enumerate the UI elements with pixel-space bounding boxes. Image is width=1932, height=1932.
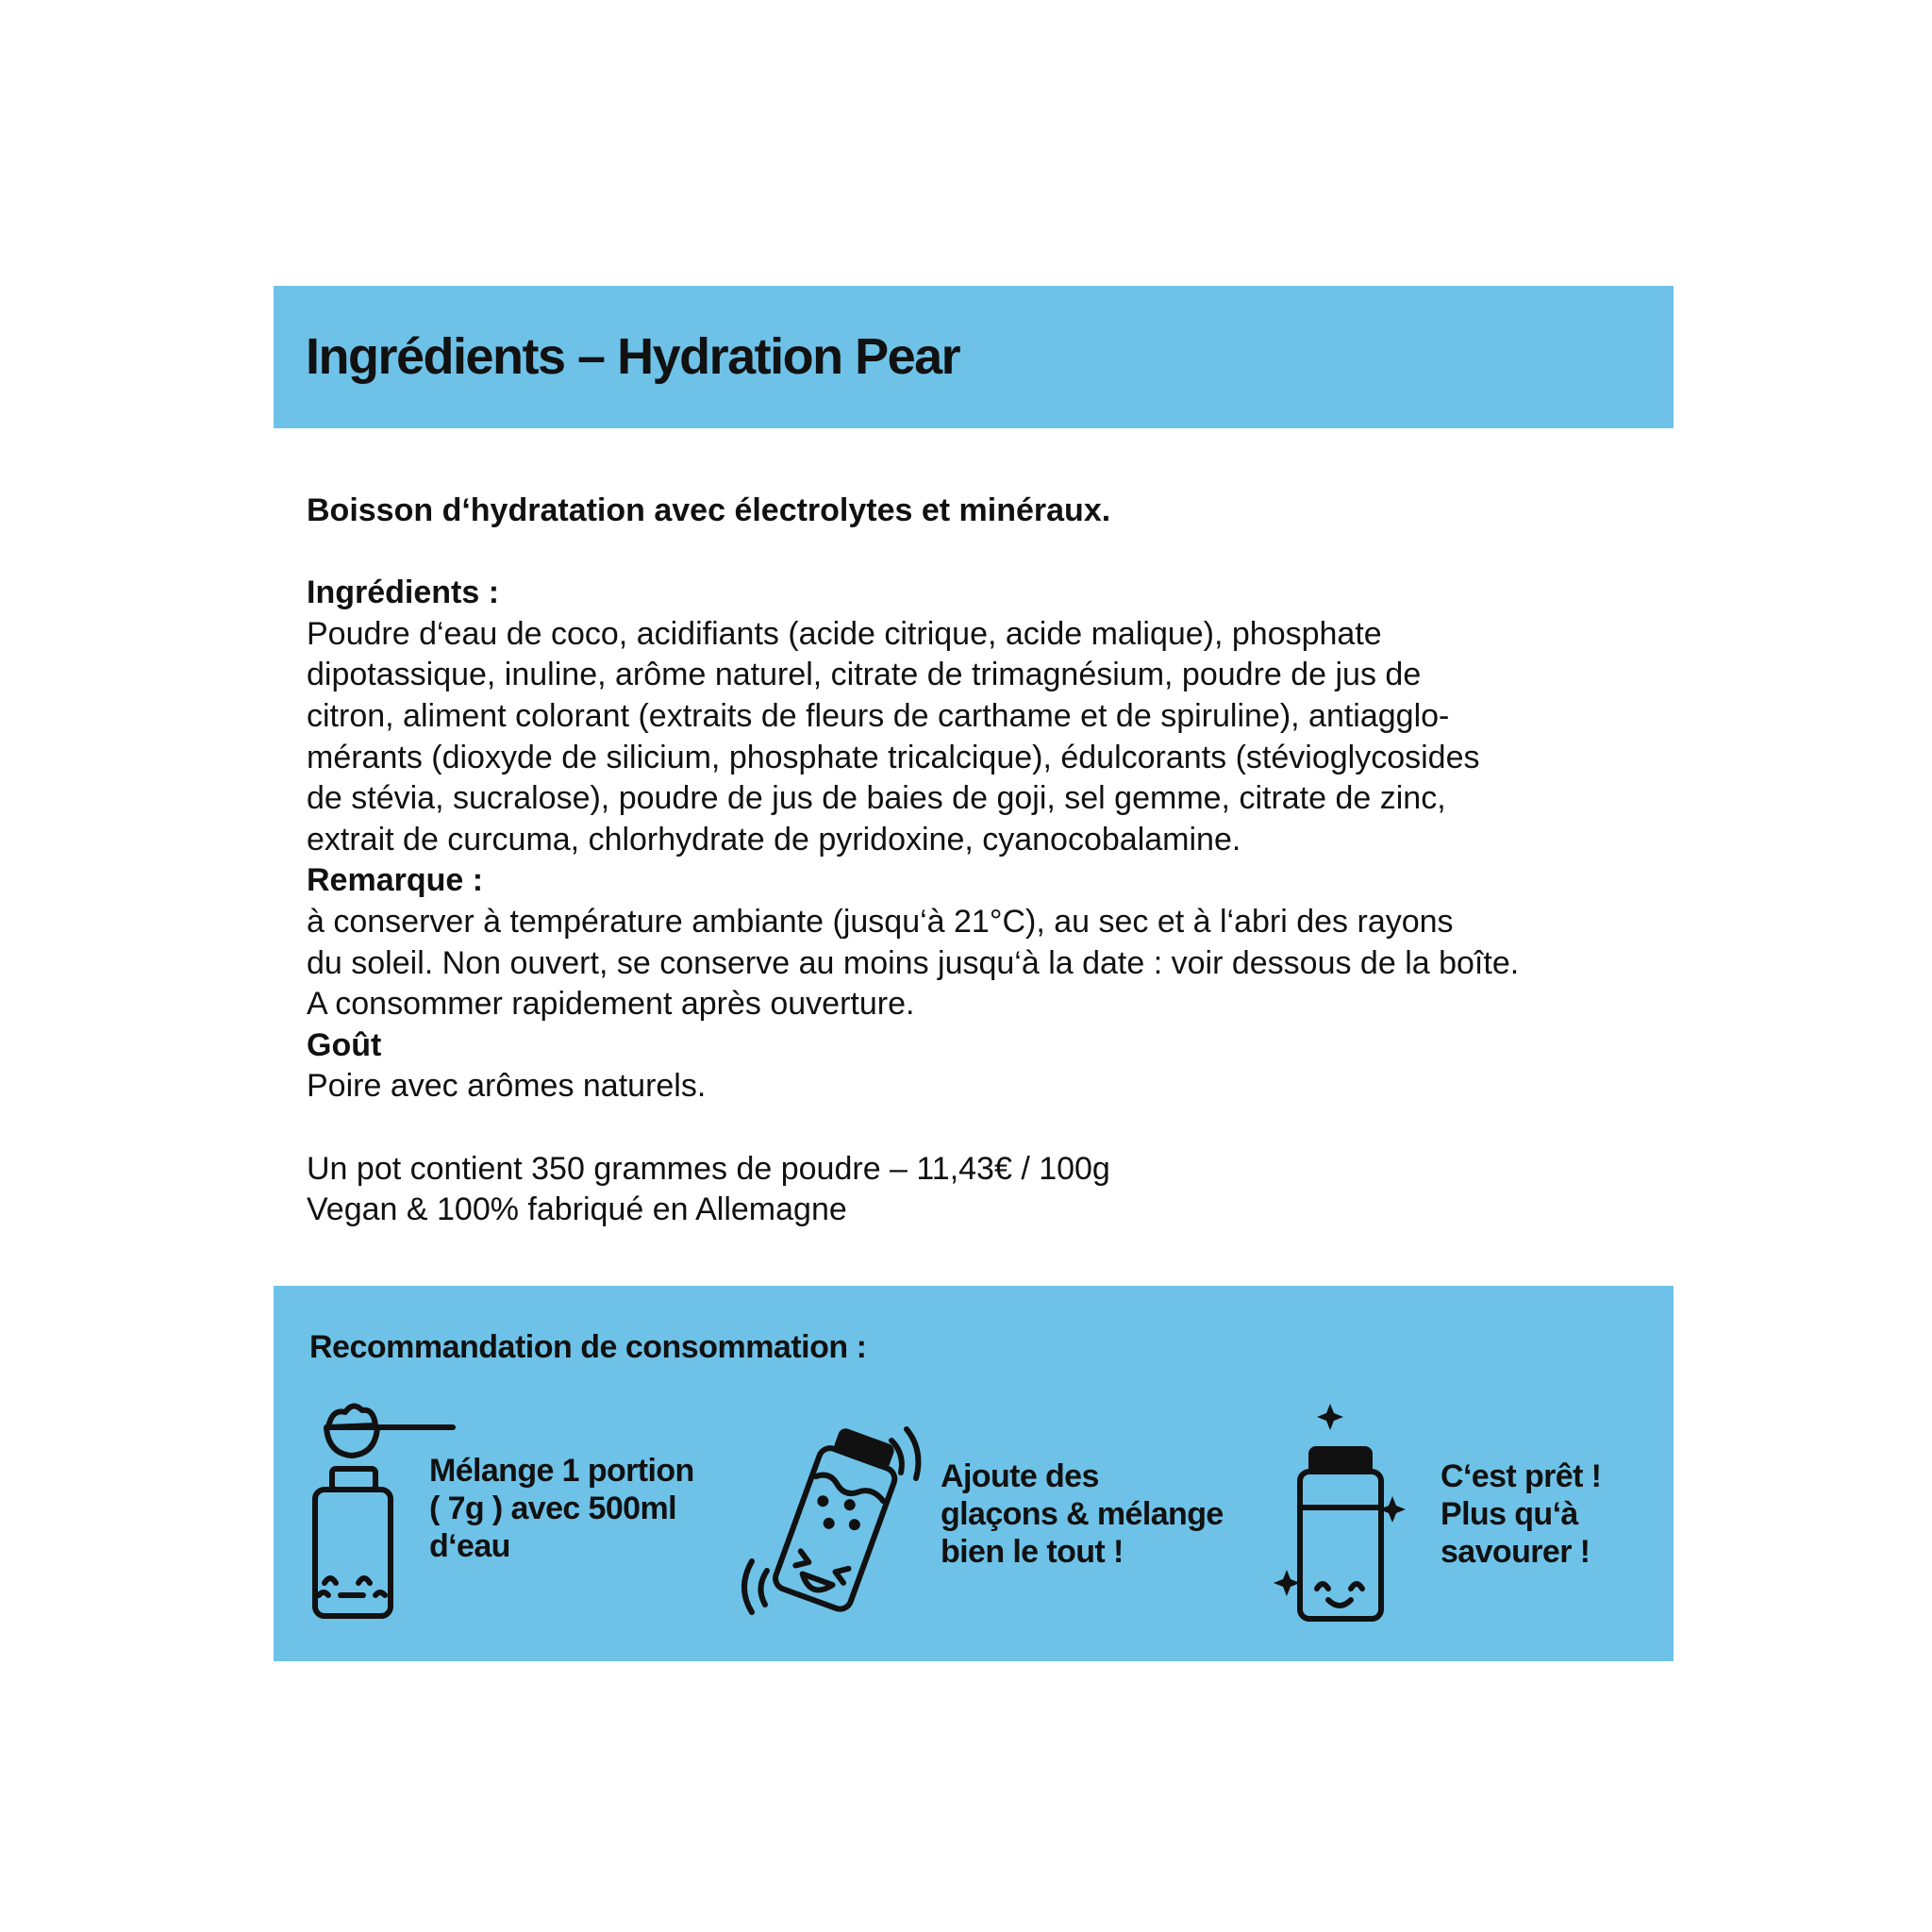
ingredients-heading: Ingrédients : <box>307 575 500 611</box>
ingredients-line: extrait de curcuma, chlorhydrate de pyridoxine, cyanocobalamine. <box>307 821 1241 858</box>
remark-line: A consommer rapidement après ouverture. <box>307 986 915 1023</box>
pot-content-info: Un pot contient 350 grammes de poudre – 11,43€ / 100g <box>307 1150 1110 1187</box>
remark-line: du soleil. Non ouvert, se conserve au moins jusqu‘à la date : voir dessous de la boîte. <box>307 944 1520 981</box>
remark-heading: Remarque : <box>307 862 484 899</box>
taste-heading: Goût <box>307 1026 382 1063</box>
origin-info: Vegan & 100% fabriqué en Allemagne <box>307 1191 847 1228</box>
shaking-bottle-icon <box>731 1420 934 1623</box>
ingredients-line: Poudre d‘eau de coco, acidifiants (acide citrique, acide malique), phosphate <box>307 615 1382 652</box>
step-line: d‘eau <box>429 1528 510 1564</box>
step-3-text <box>1441 1457 1601 1571</box>
sparkling-bottle-icon <box>1272 1404 1408 1625</box>
step-line: Mélange 1 portion <box>429 1453 694 1489</box>
recommendation-band <box>274 1286 1674 1661</box>
step-line: C‘est prêt ! <box>1441 1458 1602 1494</box>
step-line: Plus qu‘à <box>1441 1496 1578 1532</box>
ingredients-line: dipotassique, inuline, arôme naturel, citrate de trimagnésium, poudre de jus de <box>307 657 1422 693</box>
remark-line: à conserver à température ambiante (jusqu‘à 21°C), au sec et à l‘abri des rayons <box>307 903 1454 940</box>
spacer <box>307 1108 1646 1149</box>
ingredients-content <box>307 491 1646 1231</box>
ingredients-line: citron, aliment colorant (extraits de fleurs de carthame et de spiruline), antiagglo- <box>307 697 1450 734</box>
page-title: Ingrédients – Hydration Pear <box>306 328 960 385</box>
ingredients-line: mérants (dioxyde de silicium, phosphate tricalcique), édulcorants (stévioglycosides <box>307 739 1480 775</box>
step-line: ( 7g ) avec 500ml <box>429 1491 676 1526</box>
taste-text: Poire avec arômes naturels. <box>307 1068 707 1105</box>
step-line: glaçons & mélange <box>941 1496 1224 1532</box>
intro-text: Boisson d‘hydratation avec électrolytes et minéraux. <box>307 492 1111 528</box>
step-1-text <box>429 1452 694 1565</box>
ingredients-line: de stévia, sucralose), poudre de jus de baies de goji, sel gemme, citrate de zinc, <box>307 780 1446 817</box>
step-line: bien le tout ! <box>941 1534 1124 1570</box>
step-2-text <box>941 1457 1224 1571</box>
step-line: savourer ! <box>1441 1534 1591 1570</box>
step-line: Ajoute des <box>941 1458 1099 1494</box>
recommendation-title: Recommandation de consommation : <box>309 1329 867 1365</box>
spacer <box>307 532 1646 574</box>
header-band <box>274 286 1674 428</box>
